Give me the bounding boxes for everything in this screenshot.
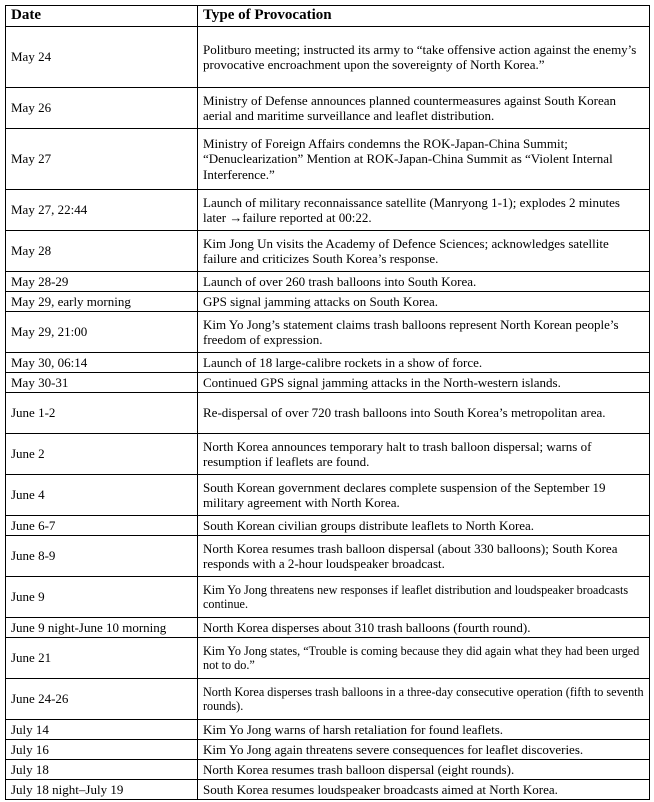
provocation-cell: Launch of over 260 trash balloons into South Korea. (198, 272, 650, 292)
provocation-cell: Ministry of Foreign Affairs condemns the ROK-Japan-China Summit; “Denuclearization” Mention at ROK-Japan-China Summit as “Violent Internal Interference.” (198, 129, 650, 190)
date-cell: June 9 night-June 10 morning (6, 618, 198, 638)
provocation-cell: North Korea resumes trash balloon dispersal (eight rounds). (198, 760, 650, 780)
date-cell: June 1-2 (6, 393, 198, 434)
provocation-cell: Kim Yo Jong threatens new responses if leaflet distribution and loudspeaker broadcasts continue. (198, 577, 650, 618)
table-row (6, 577, 650, 618)
date-cell: June 21 (6, 638, 198, 679)
table-row (6, 353, 650, 373)
date-cell: May 28 (6, 231, 198, 272)
table-row (6, 231, 650, 272)
table-row (6, 720, 650, 740)
date-cell: May 30, 06:14 (6, 353, 198, 373)
date-cell: May 27 (6, 129, 198, 190)
table-row (6, 638, 650, 679)
table-row (6, 312, 650, 353)
table-row (6, 88, 650, 129)
table-row (6, 780, 650, 800)
table-row (6, 373, 650, 393)
provocation-cell: South Korean civilian groups distribute leaflets to North Korea. (198, 516, 650, 536)
provocation-cell: Ministry of Defense announces planned countermeasures against South Korean aerial and maritime surveillance and leaflet distribution. (198, 88, 650, 129)
provocation-cell: Continued GPS signal jamming attacks in the North-western islands. (198, 373, 650, 393)
table-row (6, 679, 650, 720)
table-row (6, 740, 650, 760)
table-row (6, 516, 650, 536)
date-cell: June 8-9 (6, 536, 198, 577)
table-row (6, 292, 650, 312)
provocation-timeline-table (5, 5, 650, 800)
provocation-cell: Kim Jong Un visits the Academy of Defence Sciences; acknowledges satellite failure and criticizes South Korea’s response. (198, 231, 650, 272)
table-header-row (6, 6, 650, 27)
provocation-cell: Launch of military reconnaissance satellite (Manryong 1-1); explodes 2 minutes later →failure reported at 00:22. (198, 190, 650, 231)
table-row (6, 27, 650, 88)
date-cell: May 30-31 (6, 373, 198, 393)
provocation-cell: Kim Yo Jong’s statement claims trash balloons represent North Korean people’s freedom of expression. (198, 312, 650, 353)
provocation-cell: Launch of 18 large-calibre rockets in a show of force. (198, 353, 650, 373)
date-cell: May 29, 21:00 (6, 312, 198, 353)
provocation-cell: Politburo meeting; instructed its army to “take offensive action against the enemy’s provocative encroachment upon the sovereignty of North Korea.” (198, 27, 650, 88)
date-cell: May 29, early morning (6, 292, 198, 312)
table-row (6, 393, 650, 434)
table-row (6, 536, 650, 577)
provocation-cell: GPS signal jamming attacks on South Korea. (198, 292, 650, 312)
date-cell: June 24-26 (6, 679, 198, 720)
provocation-cell: North Korea announces temporary halt to trash balloon dispersal; warns of resumption if leaflets are found. (198, 434, 650, 475)
column-header-date: Date (6, 6, 198, 27)
column-header-type: Type of Provocation (198, 6, 650, 27)
provocation-cell: South Korean government declares complete suspension of the September 19 military agreement with North Korea. (198, 475, 650, 516)
table-row (6, 129, 650, 190)
provocation-cell: North Korea disperses about 310 trash balloons (fourth round). (198, 618, 650, 638)
table-row (6, 272, 650, 292)
date-cell: May 24 (6, 27, 198, 88)
provocation-cell: Kim Yo Jong again threatens severe consequences for leaflet discoveries. (198, 740, 650, 760)
date-cell: July 14 (6, 720, 198, 740)
table-row (6, 618, 650, 638)
date-cell: June 2 (6, 434, 198, 475)
date-cell: July 18 (6, 760, 198, 780)
provocation-cell: Kim Yo Jong states, “Trouble is coming because they did again what they had been urged not to do.” (198, 638, 650, 679)
date-cell: July 18 night–July 19 (6, 780, 198, 800)
provocation-cell: North Korea resumes trash balloon dispersal (about 330 balloons); South Korea responds with a 2-hour loudspeaker broadcast. (198, 536, 650, 577)
date-cell: June 9 (6, 577, 198, 618)
provocation-cell: North Korea disperses trash balloons in a three-day consecutive operation (fifth to seventh rounds). (198, 679, 650, 720)
provocation-cell: Re-dispersal of over 720 trash balloons into South Korea’s metropolitan area. (198, 393, 650, 434)
table-row (6, 475, 650, 516)
date-cell: May 26 (6, 88, 198, 129)
provocation-cell: South Korea resumes loudspeaker broadcasts aimed at North Korea. (198, 780, 650, 800)
date-cell: June 4 (6, 475, 198, 516)
provocation-cell: Kim Yo Jong warns of harsh retaliation for found leaflets. (198, 720, 650, 740)
table-row (6, 190, 650, 231)
table-row (6, 760, 650, 780)
table-row (6, 434, 650, 475)
date-cell: May 27, 22:44 (6, 190, 198, 231)
date-cell: July 16 (6, 740, 198, 760)
date-cell: June 6-7 (6, 516, 198, 536)
date-cell: May 28-29 (6, 272, 198, 292)
